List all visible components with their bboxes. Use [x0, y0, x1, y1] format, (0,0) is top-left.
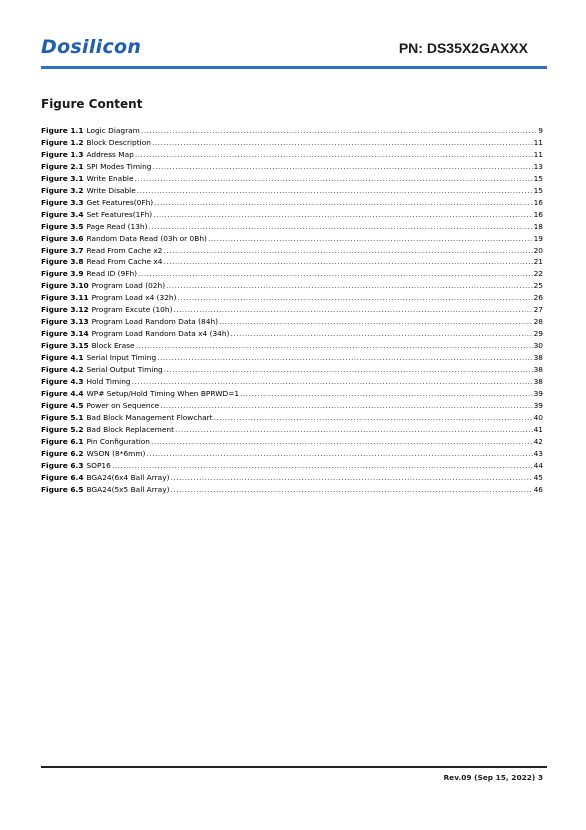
figure-number: Figure 6.5	[41, 484, 84, 494]
toc-entry[interactable]	[41, 281, 543, 293]
figure-title: Read ID (9Fh)	[86, 269, 138, 279]
dot-leader	[157, 353, 532, 362]
toc-entry[interactable]	[41, 317, 543, 329]
figure-page-number: 46	[533, 484, 543, 494]
toc-entry[interactable]	[41, 126, 543, 138]
figure-page-number: 38	[533, 365, 543, 375]
dot-leader	[141, 126, 537, 135]
toc-entry[interactable]	[41, 449, 543, 461]
toc-entry[interactable]	[41, 234, 543, 246]
figure-page-number: 41	[533, 424, 543, 434]
figure-page-number: 22	[533, 269, 543, 279]
toc-entry[interactable]	[41, 305, 543, 317]
dot-leader	[163, 246, 532, 255]
figure-number: Figure 4.2	[41, 365, 84, 375]
toc-entry[interactable]	[41, 222, 543, 234]
company-logo: Dosilicon	[41, 36, 142, 58]
figure-page-number: 26	[533, 293, 543, 303]
figure-page-number: 19	[533, 233, 543, 243]
dot-leader	[170, 485, 532, 494]
toc-entry[interactable]	[41, 246, 543, 258]
figure-page-number: 11	[533, 137, 543, 147]
figure-page-number: 16	[533, 197, 543, 207]
figure-title: Get Features(0Fh)	[86, 197, 154, 207]
toc-entry[interactable]	[41, 329, 543, 341]
figure-page-number: 27	[533, 305, 543, 315]
dot-leader	[219, 317, 533, 326]
figure-number: Figure 1.2	[41, 137, 84, 147]
figure-number: Figure 3.12	[41, 305, 89, 315]
dot-leader	[137, 186, 533, 195]
figure-title: Program Load (02h)	[91, 281, 166, 291]
figure-number: Figure 3.11	[41, 293, 89, 303]
toc-entry[interactable]	[41, 174, 543, 186]
figure-title: Serial Output Timing	[86, 365, 163, 375]
dot-leader	[146, 449, 532, 458]
figure-title: Program Load x4 (32h)	[91, 293, 177, 303]
dot-leader	[132, 377, 533, 386]
figure-page-number: 20	[533, 245, 543, 255]
dot-leader	[154, 198, 532, 207]
dot-leader	[164, 365, 533, 374]
dot-leader	[173, 305, 532, 314]
toc-entry[interactable]	[41, 425, 543, 437]
dot-leader	[153, 210, 532, 219]
toc-entry[interactable]	[41, 473, 543, 485]
figure-page-number: 42	[533, 436, 543, 446]
toc-entry[interactable]	[41, 210, 543, 222]
figure-page-number: 40	[533, 412, 543, 422]
revision-text: Rev.09 (Sep 15, 2022)	[443, 773, 536, 782]
toc-entry[interactable]	[41, 461, 543, 473]
toc-entry[interactable]	[41, 437, 543, 449]
footer-divider	[41, 766, 547, 768]
figure-title: SPI Modes Timing	[86, 161, 152, 171]
dot-leader	[160, 401, 532, 410]
toc-entry[interactable]	[41, 401, 543, 413]
dot-leader	[152, 162, 532, 171]
dot-leader	[135, 150, 533, 159]
figure-title: Write Enable	[86, 173, 134, 183]
figure-title: Block Erase	[91, 341, 135, 351]
footer-page-number: 3	[537, 773, 543, 782]
figure-page-number: 44	[533, 460, 543, 470]
dot-leader	[163, 257, 532, 266]
figure-page-number: 39	[533, 388, 543, 398]
figure-number: Figure 3.14	[41, 329, 89, 339]
toc-entry[interactable]	[41, 269, 543, 281]
figure-page-number: 18	[533, 221, 543, 231]
dot-leader	[178, 293, 533, 302]
figure-page-number: 38	[533, 377, 543, 387]
dot-leader	[230, 329, 532, 338]
figure-title: SOP16	[86, 460, 111, 470]
figure-number: Figure 1.1	[41, 126, 84, 135]
figure-title: Bad Block Management Flowchart	[86, 412, 213, 422]
toc-entry[interactable]	[41, 485, 543, 497]
figure-title: Logic Diagram	[86, 126, 140, 135]
figure-page-number: 29	[533, 329, 543, 339]
figure-number: Figure 3.5	[41, 221, 84, 231]
dot-leader	[152, 138, 533, 147]
toc-entry[interactable]	[41, 365, 543, 377]
dot-leader	[138, 269, 533, 278]
figure-page-number: 15	[533, 173, 543, 183]
figure-number: Figure 3.10	[41, 281, 89, 291]
figure-page-number: 39	[533, 400, 543, 410]
figure-page-number: 38	[533, 353, 543, 363]
figure-number: Figure 6.2	[41, 448, 84, 458]
figure-title: Read From Cache x2	[86, 245, 163, 255]
figure-title: Block Description	[86, 137, 151, 147]
section-title: Figure Content	[41, 97, 143, 111]
figure-title: WSON (8*6mm)	[86, 448, 146, 458]
figure-title: Program Excute (10h)	[91, 305, 173, 315]
toc-entry[interactable]	[41, 377, 543, 389]
figure-title: Page Read (13h)	[86, 221, 148, 231]
toc-entry[interactable]	[41, 138, 543, 150]
figure-number: Figure 6.4	[41, 472, 84, 482]
figure-title: Pin Configuration	[86, 436, 150, 446]
toc-entry[interactable]	[41, 341, 543, 353]
toc-entry[interactable]	[41, 198, 543, 210]
figure-page-number: 9	[538, 126, 543, 135]
dot-leader	[151, 437, 533, 446]
toc-entry[interactable]	[41, 413, 543, 425]
toc-entry[interactable]	[41, 257, 543, 269]
figure-number: Figure 3.15	[41, 341, 89, 351]
figure-number: Figure 6.3	[41, 460, 84, 470]
dot-leader	[175, 425, 533, 434]
figure-page-number: 43	[533, 448, 543, 458]
figure-number: Figure 2.1	[41, 161, 84, 171]
figure-list	[41, 126, 543, 497]
figure-title: Program Load Random Data (84h)	[91, 317, 219, 327]
figure-number: Figure 4.4	[41, 388, 84, 398]
toc-entry[interactable]	[41, 293, 543, 305]
dot-leader	[214, 413, 533, 422]
figure-title: Address Map	[86, 149, 134, 159]
toc-entry[interactable]	[41, 353, 543, 365]
figure-title: BGA24(6x4 Ball Array)	[86, 472, 170, 482]
figure-title: Hold Timing	[86, 377, 131, 387]
figure-title: Set Features(1Fh)	[86, 209, 153, 219]
figure-page-number: 30	[533, 341, 543, 351]
figure-page-number: 13	[533, 161, 543, 171]
toc-entry[interactable]	[41, 389, 543, 401]
figure-number: Figure 3.2	[41, 185, 84, 195]
figure-number: Figure 3.1	[41, 173, 84, 183]
page-footer	[443, 773, 543, 782]
figure-number: Figure 4.5	[41, 400, 84, 410]
dot-leader	[208, 234, 533, 243]
part-number: PN: DS35X2GAXXX	[398, 40, 528, 56]
figure-page-number: 25	[533, 281, 543, 291]
dot-leader	[170, 473, 532, 482]
figure-number: Figure 3.4	[41, 209, 84, 219]
figure-title: Power on Sequence	[86, 400, 160, 410]
figure-number: Figure 1.3	[41, 149, 84, 159]
figure-page-number: 28	[533, 317, 543, 327]
dot-leader	[148, 222, 532, 231]
figure-number: Figure 4.1	[41, 353, 84, 363]
figure-page-number: 45	[533, 472, 543, 482]
toc-entry[interactable]	[41, 186, 543, 198]
figure-number: Figure 6.1	[41, 436, 84, 446]
figure-number: Figure 3.13	[41, 317, 89, 327]
figure-title: Read From Cache x4	[86, 257, 163, 267]
figure-number: Figure 5.1	[41, 412, 84, 422]
figure-number: Figure 3.3	[41, 197, 84, 207]
figure-number: Figure 3.7	[41, 245, 84, 255]
figure-number: Figure 3.9	[41, 269, 84, 279]
figure-number: Figure 4.3	[41, 377, 84, 387]
dot-leader	[166, 281, 533, 290]
figure-page-number: 21	[533, 257, 543, 267]
figure-title: Bad Block Replacement	[86, 424, 175, 434]
dot-leader	[112, 461, 533, 470]
figure-title: Program Load Random Data x4 (34h)	[91, 329, 230, 339]
figure-number: Figure 5.2	[41, 424, 84, 434]
figure-title: Serial Input Timing	[86, 353, 157, 363]
toc-entry[interactable]	[41, 150, 543, 162]
figure-page-number: 16	[533, 209, 543, 219]
figure-title: WP# Setup/Hold Timing When BPRWD=1	[86, 388, 240, 398]
dot-leader	[135, 174, 533, 183]
dot-leader	[136, 341, 533, 350]
toc-entry[interactable]	[41, 162, 543, 174]
dot-leader	[240, 389, 532, 398]
figure-title: Write Disable	[86, 185, 136, 195]
figure-number: Figure 3.6	[41, 233, 84, 243]
figure-page-number: 11	[533, 149, 543, 159]
header-divider	[41, 66, 547, 69]
figure-title: Random Data Read (03h or 0Bh)	[86, 233, 207, 243]
figure-title: BGA24(5x5 Ball Array)	[86, 484, 170, 494]
figure-number: Figure 3.8	[41, 257, 84, 267]
figure-page-number: 15	[533, 185, 543, 195]
